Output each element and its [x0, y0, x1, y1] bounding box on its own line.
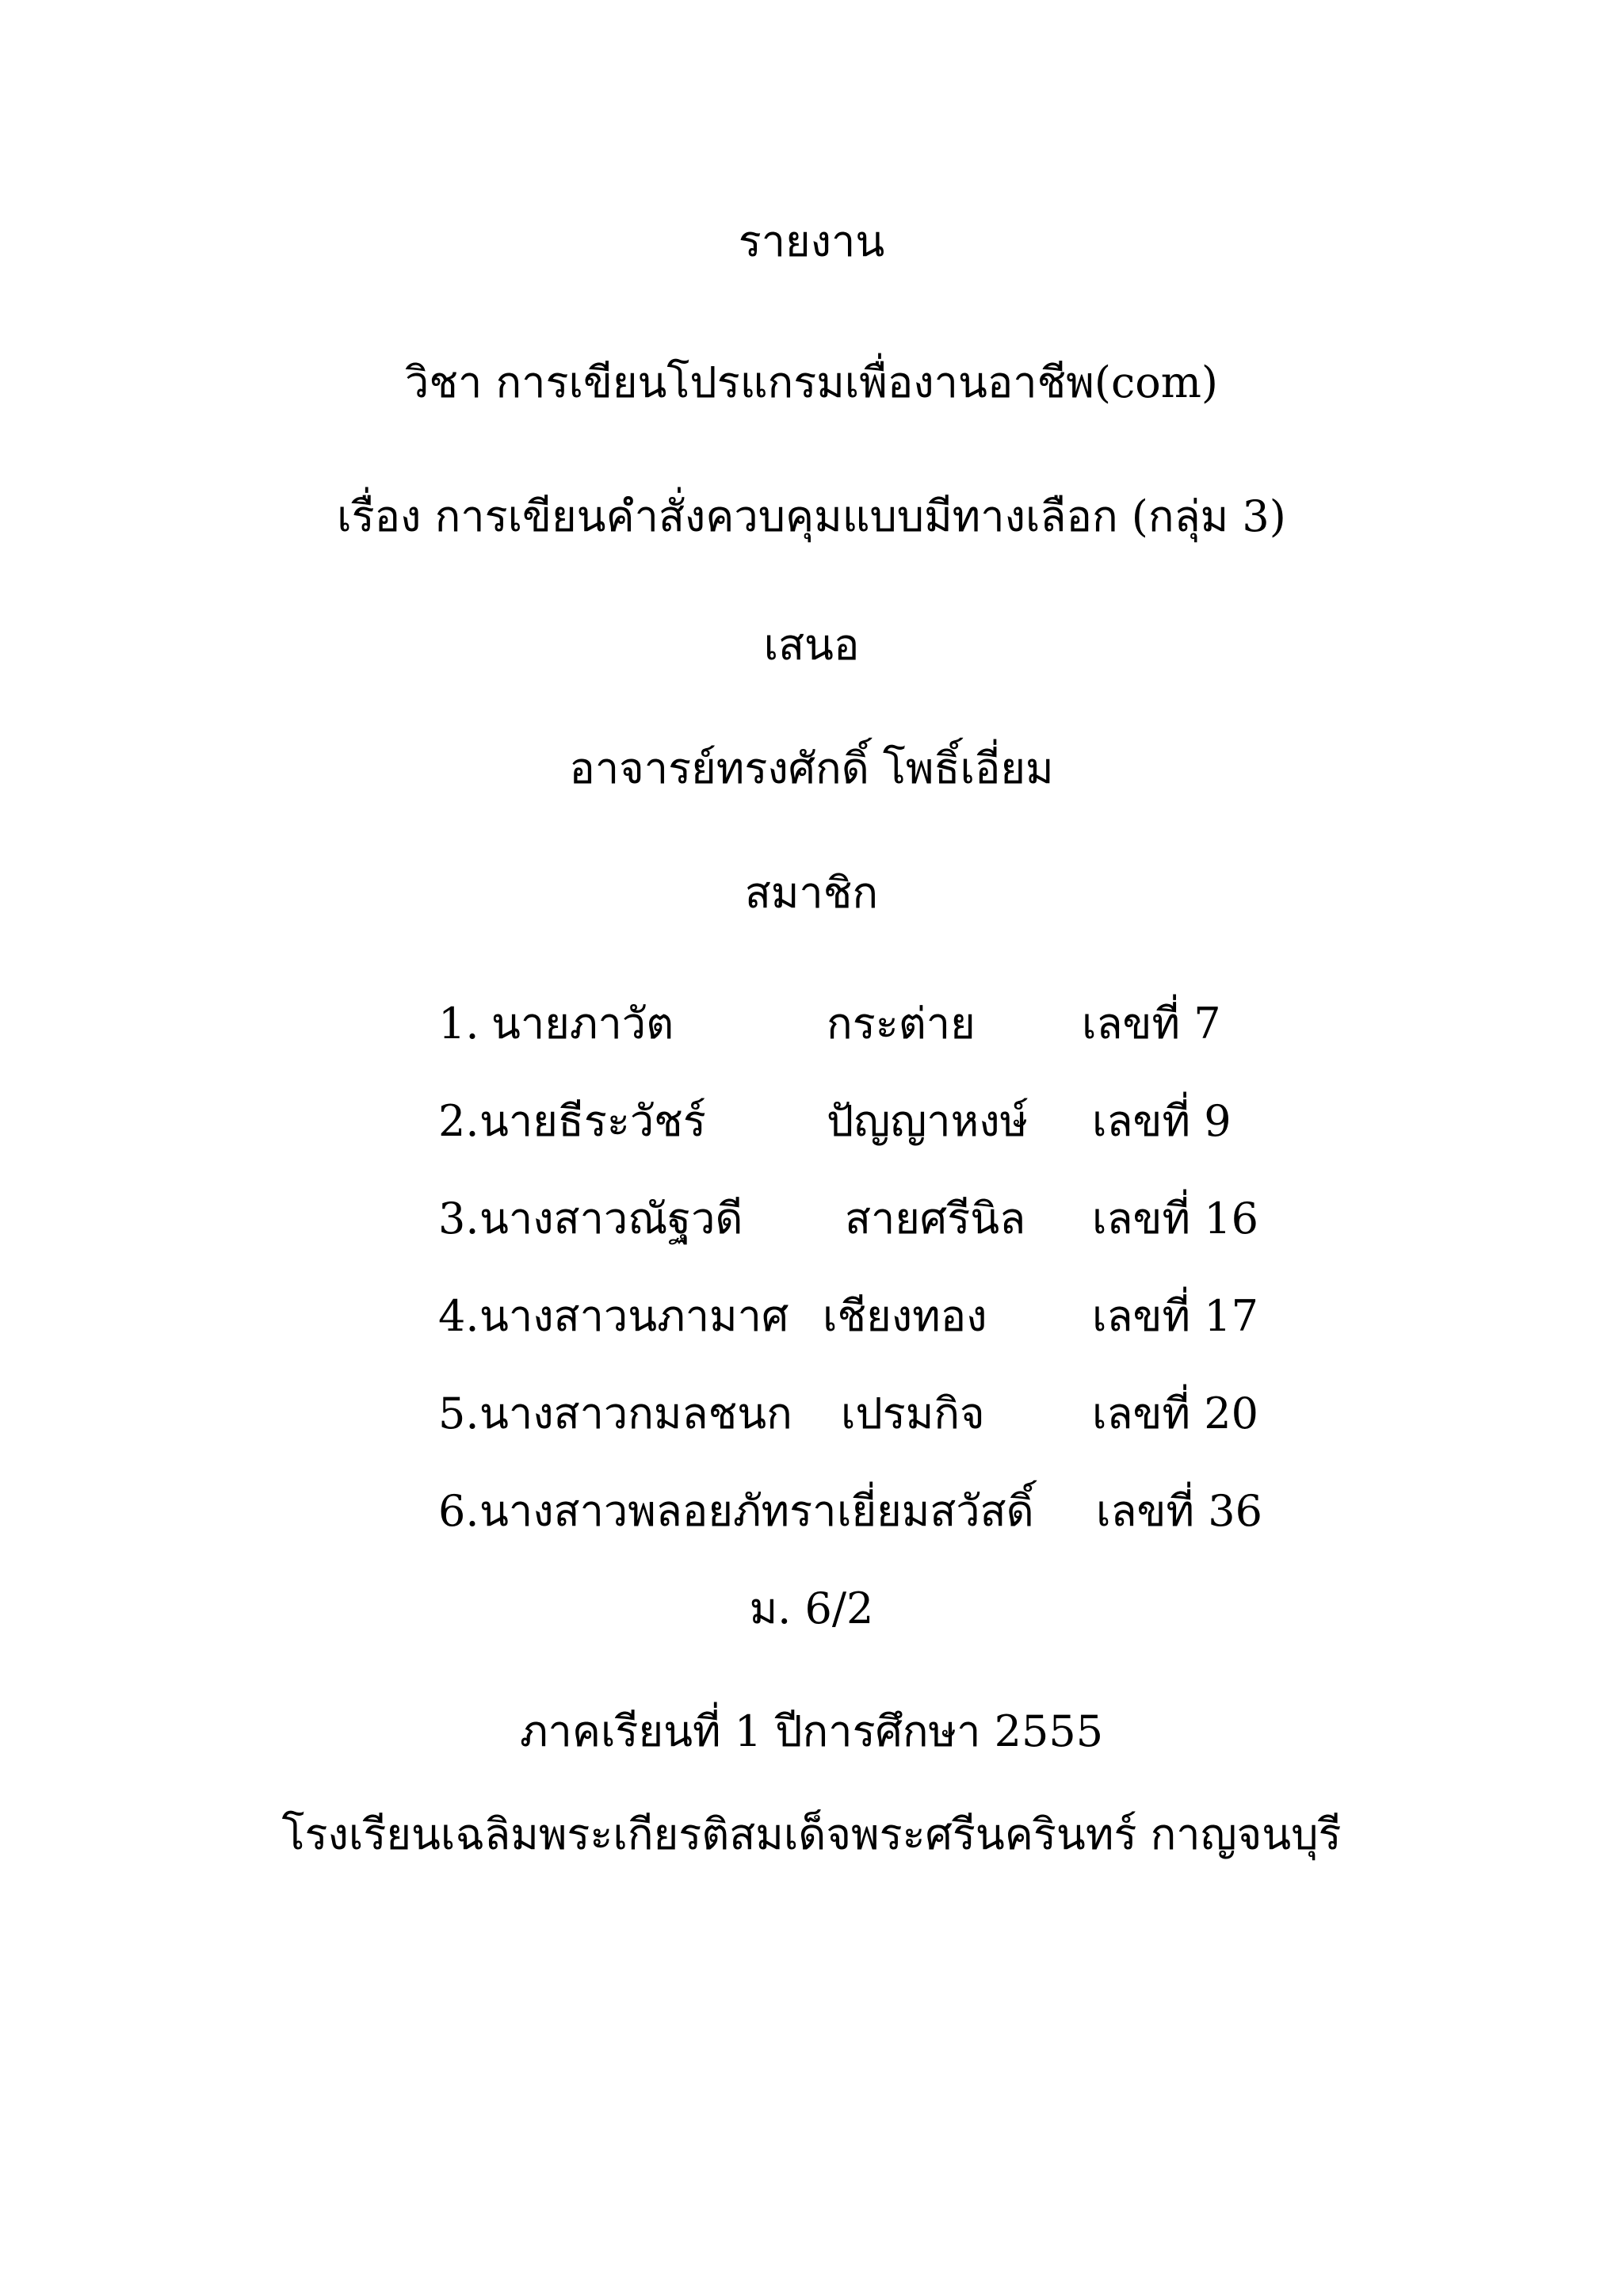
member-row	[0, 1289, 1623, 1344]
member-last-name: ปัญญาหงษ์	[827, 1096, 1029, 1146]
semester-line: ภาคเรียนที่ 1 ปีการศึกษา 2555	[519, 1706, 1104, 1756]
member-roll-number: เลขที่ 16	[1092, 1194, 1258, 1244]
member-row	[0, 1191, 1623, 1247]
teacher-name: อาจารย์ทรงศักดิ์ โพธิ์เอี่ยม	[569, 743, 1054, 793]
member-last-name: เยี่ยมสวัสดิ์	[837, 1486, 1034, 1536]
topic-line: เรื่อง การเขียนคำสั่งควบคุมแบบมีทางเลือก (กลุ่ม 3)	[337, 491, 1286, 541]
member-last-name: เปรมกิจ	[841, 1389, 985, 1438]
members-label: สมาชิก	[744, 868, 879, 918]
member-row	[0, 1094, 1623, 1149]
member-last-name: กระต่าย	[827, 999, 976, 1049]
member-roll-number: เลขที่ 7	[1082, 999, 1221, 1049]
member-first-name: นางสาวณัฐวดี	[479, 1194, 743, 1244]
member-first-name: นายภาวัต	[491, 999, 674, 1049]
member-roll-number: เลขที่ 20	[1092, 1389, 1258, 1438]
member-number: 5.	[438, 1389, 479, 1438]
member-row	[0, 1386, 1623, 1442]
member-first-name: นายธีระวัชร์	[479, 1096, 706, 1146]
member-number: 6.	[438, 1486, 479, 1536]
member-first-name: นางสาวพลอยภัทรา	[479, 1486, 837, 1536]
member-first-name: นางสาวนภามาศ	[479, 1291, 789, 1341]
member-roll-number: เลขที่ 17	[1092, 1291, 1258, 1341]
member-last-name: สายศรีนิล	[845, 1194, 1026, 1244]
report-label: รายงาน	[738, 216, 885, 266]
member-roll-number: เลขที่ 9	[1092, 1096, 1232, 1146]
member-number: 4.	[438, 1291, 479, 1341]
member-last-name: เชียงทอง	[823, 1291, 987, 1341]
member-first-name: นางสาวกมลชนก	[479, 1389, 792, 1438]
class-label: ม. 6/2	[749, 1584, 874, 1633]
member-row	[0, 1484, 1623, 1539]
school-line: โรงเรียนเฉลิมพระเกียรติสมเด็จพระศรีนครินทร์ กาญจนบุรี	[281, 1809, 1342, 1859]
submit-label: เสนอ	[763, 620, 860, 670]
member-number: 3.	[438, 1194, 479, 1244]
member-number: 2.	[438, 1096, 479, 1146]
subject-line: วิชา การเขียนโปรแกรมเพื่องานอาชีพ(com)	[405, 357, 1218, 407]
member-roll-number: เลขที่ 36	[1096, 1486, 1262, 1536]
member-number: 1.	[438, 999, 479, 1049]
member-row	[0, 996, 1623, 1052]
